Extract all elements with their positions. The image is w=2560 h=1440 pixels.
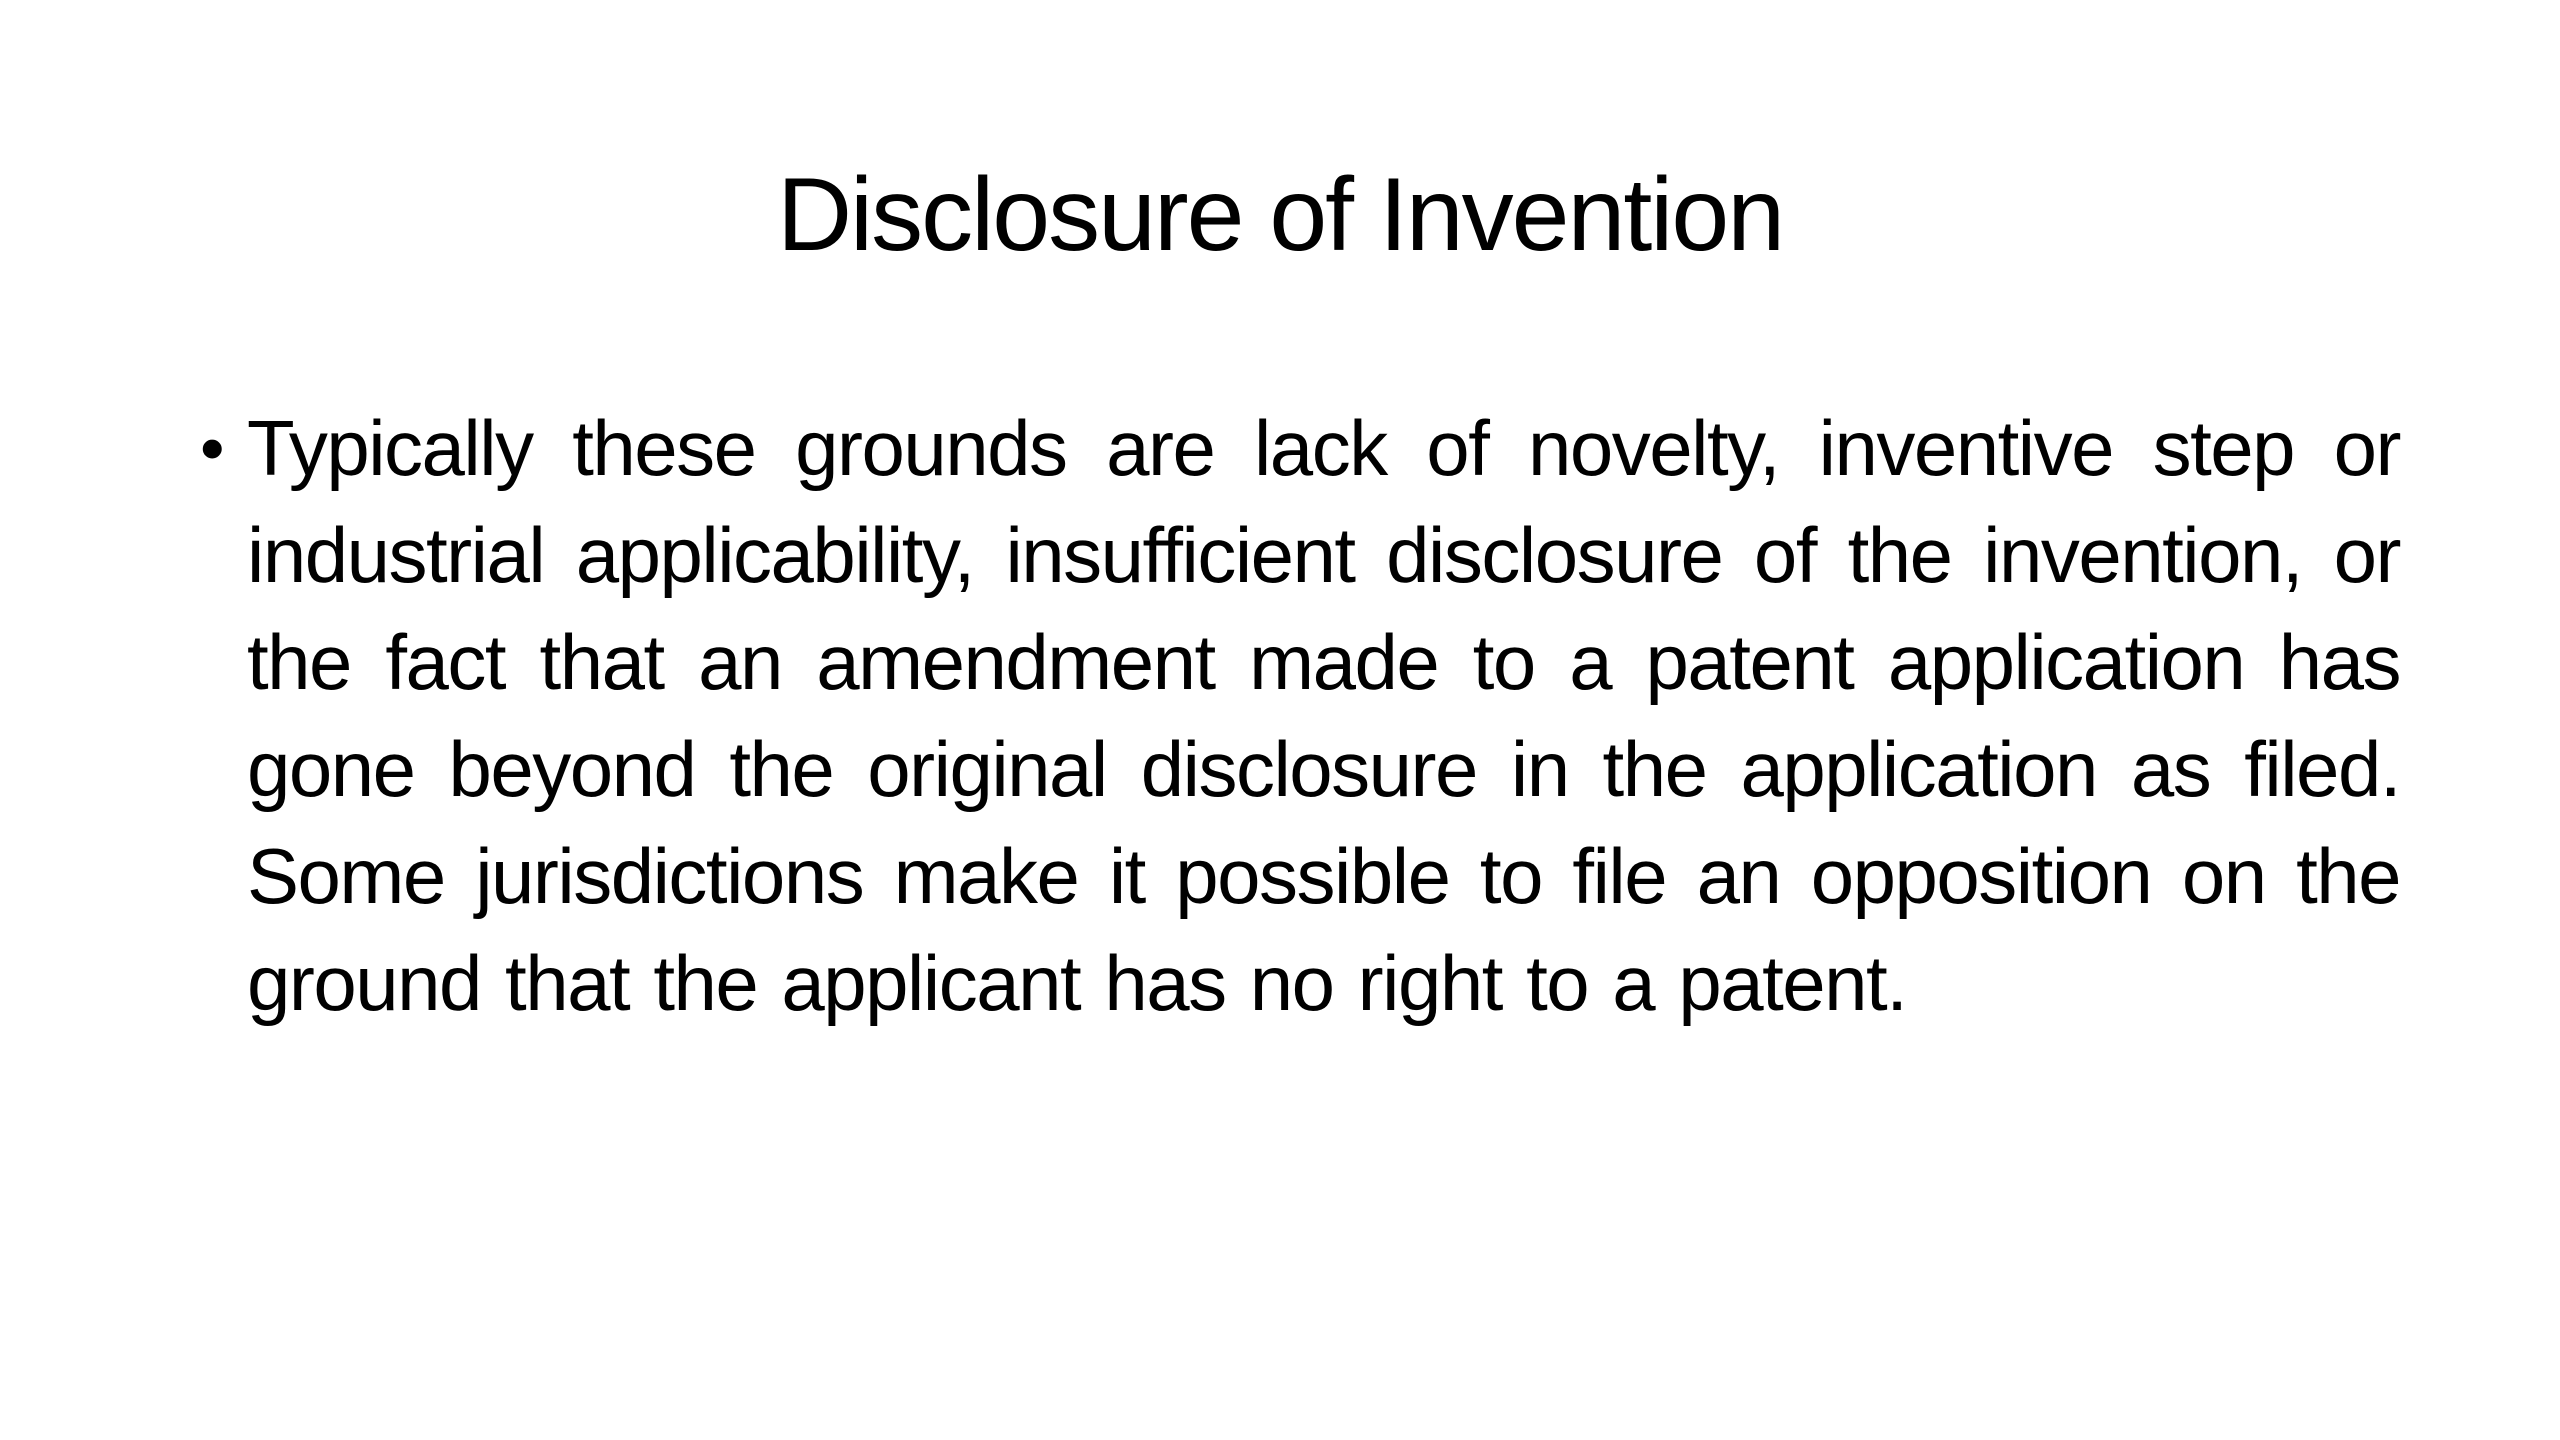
bullet-item <box>200 395 2400 1037</box>
bullet-list <box>200 395 2400 1037</box>
slide-title: Disclosure of Invention <box>776 157 1784 273</box>
bullet-marker-icon: • <box>200 409 224 487</box>
bullet-text: Typically these grounds are lack of novelty, inventive step or industrial applicability, insufficient disclosure of the invention, or the fact that an amendment made to a patent application has gone beyond the original disclosure in the application as filed. Some jurisdictions make it possible to file an opposition on the ground that the applicant has no right to a patent. <box>247 404 2400 1027</box>
